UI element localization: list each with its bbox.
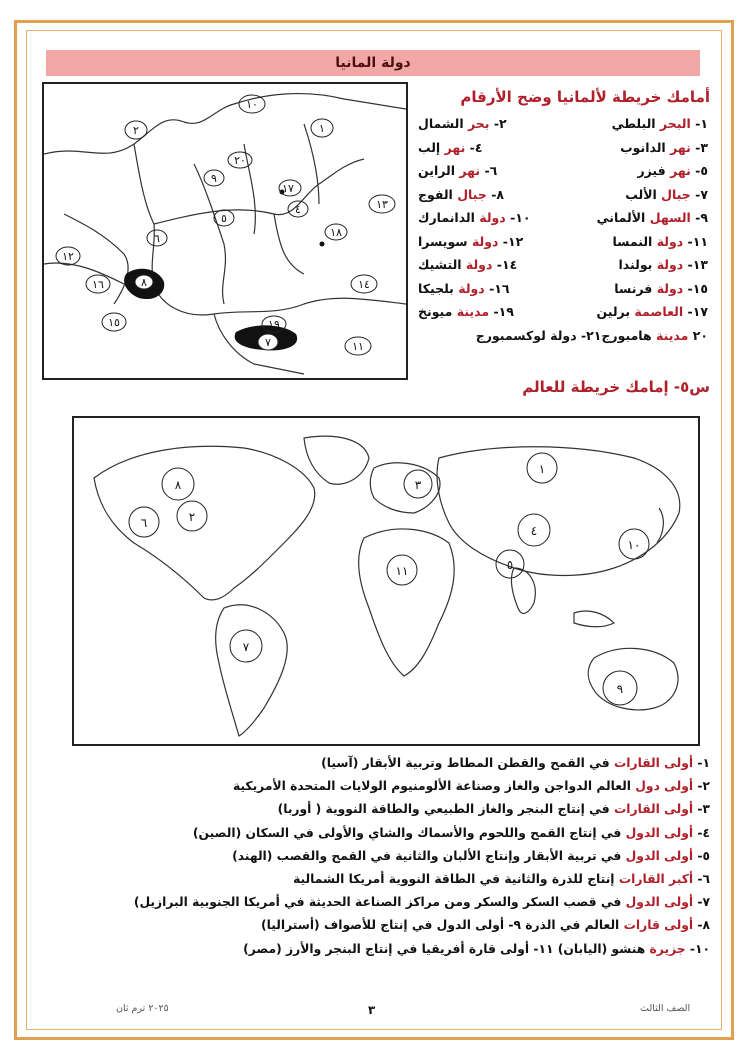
legend-item-number: ٧- xyxy=(695,186,708,202)
world-label-6 xyxy=(129,507,159,537)
question-keyword: أولى القارات xyxy=(613,802,694,817)
germany-label-6-text: ٦ xyxy=(154,232,160,245)
question-item xyxy=(70,822,710,845)
legend-item xyxy=(614,281,708,296)
legend-item xyxy=(418,116,507,131)
world-label-1 xyxy=(527,453,557,483)
question-number: ١- xyxy=(697,756,710,770)
germany-label-8-text: ٨ xyxy=(141,276,147,289)
legend-item-text: هامبورج٢١- دولة لوكسمبورج xyxy=(475,327,657,343)
legend-item xyxy=(418,281,510,296)
legend-item-keyword: البحر xyxy=(659,116,691,132)
question-item xyxy=(70,798,710,821)
question-keyword: أكبر القارات xyxy=(618,871,694,886)
legend-item-number: ٦- xyxy=(484,163,498,179)
germany-label-1-text: ١ xyxy=(319,122,325,135)
legend-item-keyword: نهر xyxy=(459,163,481,179)
question-text: في إنتاج البنجر والغاز الطبيعي والطاقة النووية ( أوربا) xyxy=(277,802,614,817)
svg-text:١٨: ١٨ xyxy=(330,226,342,239)
legend-item-number: ٨- xyxy=(491,186,505,202)
legend-item-keyword: مدينة xyxy=(656,327,689,343)
world-label-2-text: ٢ xyxy=(188,510,196,524)
legend-item xyxy=(597,210,708,225)
germany-label-17-text: ١٧ xyxy=(282,182,294,195)
legend-item-text: بولندا xyxy=(618,257,657,273)
question-number: ٦- xyxy=(697,871,710,886)
germany-label-7 xyxy=(258,334,278,350)
question-item xyxy=(70,752,710,775)
germany-map xyxy=(42,82,408,380)
legend-item-keyword: جبال xyxy=(457,186,487,202)
germany-label-18 xyxy=(325,224,347,240)
germany-label-12-text: ١٢ xyxy=(62,250,74,263)
legend-item-number: ٢٠ xyxy=(692,327,708,343)
legend-item xyxy=(418,163,497,178)
world-heading: س٥- إمامك خريطة للعالم xyxy=(522,378,710,396)
question-keyword: أولى دول xyxy=(635,779,694,794)
legend-item-text: الراين xyxy=(418,163,460,179)
world-label-1-text: ١ xyxy=(538,462,546,476)
legend-item xyxy=(418,234,523,249)
legend-row xyxy=(418,277,708,301)
world-label-8-text: ٨ xyxy=(174,478,182,492)
legend-row xyxy=(418,206,708,230)
world-map xyxy=(72,416,700,746)
world-label-4 xyxy=(518,514,550,546)
legend-item-keyword: نهر xyxy=(670,163,691,179)
question-number: ٣- xyxy=(697,802,710,817)
germany-label-11-text: ١١ xyxy=(352,340,364,353)
legend-item-keyword: دولة xyxy=(656,280,684,296)
question-text: العالم الدواجن والغاز وصناعة الألومنيوم الولايات المتحدة الأمريكية xyxy=(232,779,636,794)
germany-label-6 xyxy=(147,230,167,246)
germany-label-11 xyxy=(345,337,371,355)
legend-row xyxy=(418,136,708,160)
germany-label-9-text: ٩ xyxy=(211,172,217,185)
germany-label-13 xyxy=(369,195,395,213)
question-keyword: أولى قارات xyxy=(623,918,694,933)
footer-right: الصف الثالث xyxy=(640,1003,691,1014)
legend-item-number: ١- xyxy=(695,116,708,132)
legend-item-number: ٢- xyxy=(493,116,507,132)
legend-item xyxy=(612,234,708,249)
legend-item-keyword: دولة xyxy=(465,257,493,273)
world-label-7-text: ٧ xyxy=(242,640,250,654)
germany-label-1 xyxy=(311,119,333,137)
legend-item-keyword: مدينة xyxy=(456,304,490,320)
question-item xyxy=(70,914,710,937)
question-number: ٥- xyxy=(697,848,710,863)
question-text: في تربية الأبقار وإنتاج الألبان والثانية في القمح والقصب (الهند) xyxy=(232,848,626,863)
legend-item-number: ١٩- xyxy=(493,304,514,320)
legend-item-text: التشيك xyxy=(418,257,466,273)
legend-item xyxy=(418,140,483,155)
world-label-5 xyxy=(496,550,524,578)
germany-label-19 xyxy=(262,316,286,332)
legend-item-text: فرنسا xyxy=(614,280,657,296)
legend-item-number: ٣- xyxy=(695,139,708,155)
world-label-3-text: ٣ xyxy=(414,478,422,492)
legend-item-text: ميونخ xyxy=(418,304,457,320)
question-text: في قصب السكر والسكر ومن مراكز الصناعة الحديثة في أمريكا الجنوبية البرازيل) xyxy=(133,895,626,910)
legend-item-keyword: دولة xyxy=(656,257,684,273)
legend-item-text: النمسا xyxy=(612,233,657,249)
question-keyword: أولى الدول xyxy=(625,825,694,840)
world-label-9 xyxy=(603,671,637,705)
germany-label-5-text: ٥ xyxy=(221,212,227,225)
germany-label-12 xyxy=(56,247,80,265)
legend-item xyxy=(625,187,708,202)
question-item xyxy=(70,868,710,891)
question-item xyxy=(70,845,710,868)
legend-item-text: فيزر xyxy=(637,163,671,179)
legend-row xyxy=(418,324,708,348)
page-title: دولة المانيا xyxy=(46,50,700,76)
question-list xyxy=(70,752,710,961)
world-label-4-text: ٤ xyxy=(530,524,538,538)
world-label-8 xyxy=(162,468,194,500)
legend-item-text: سويسرا xyxy=(418,233,472,249)
legend-item-number: ٥- xyxy=(695,163,708,179)
germany-label-14 xyxy=(351,275,377,293)
legend-item-text: الألب xyxy=(625,186,662,202)
germany-label-19-text: ١٩ xyxy=(268,318,280,331)
germany-label-16 xyxy=(86,275,110,293)
legend-item-number: ١٢- xyxy=(502,233,524,249)
legend-item xyxy=(418,257,517,272)
germany-label-14-text: ١٤ xyxy=(358,278,370,291)
question-item xyxy=(70,891,710,914)
legend-item xyxy=(476,328,708,343)
world-label-2 xyxy=(177,501,207,531)
germany-label-17 xyxy=(279,180,301,196)
world-label-7 xyxy=(230,630,262,662)
legend-item-text: إلب xyxy=(418,139,445,155)
legend-item-keyword: بحر xyxy=(467,116,490,132)
germany-label-10 xyxy=(239,95,265,113)
footer-page-number: ٣ xyxy=(368,1003,376,1017)
legend-item xyxy=(637,163,708,178)
legend-item-keyword: نهر xyxy=(444,139,466,155)
question-keyword: أولى الدول xyxy=(625,848,694,863)
legend-item-text: البلطي xyxy=(611,116,660,132)
germany-label-16-text: ١٦ xyxy=(92,278,104,291)
footer-left: ٢٠٢٥ ترم ثان xyxy=(116,1003,169,1014)
legend-item-keyword: دولة xyxy=(471,233,499,249)
question-text: العالم في الذرة ٩- أولى الدول في إنتاج للأصواف (أستراليا) xyxy=(260,918,624,933)
legend-item-text: بلجيكا xyxy=(418,280,459,296)
legend-item-number: ١٥- xyxy=(687,280,708,296)
world-label-11 xyxy=(387,555,417,585)
question-number: ٨- xyxy=(697,918,710,933)
question-item xyxy=(70,775,710,798)
legend-item xyxy=(612,116,708,131)
legend-item-number: ١٣- xyxy=(687,257,708,273)
legend-row xyxy=(418,112,708,136)
legend-item xyxy=(418,304,514,319)
legend-item-text: الفوج xyxy=(418,186,458,202)
legend-row xyxy=(418,253,708,277)
legend-item-keyword: السهل xyxy=(649,210,691,226)
question-number: ١٠- xyxy=(689,941,710,956)
legend-item-keyword: العاصمة xyxy=(634,304,684,320)
question-number: ٢- xyxy=(697,779,710,794)
legend-item xyxy=(620,140,708,155)
legend-item-number: ١٤- xyxy=(496,257,518,273)
world-label-6-text: ٦ xyxy=(140,516,148,530)
legend-item-keyword: دولة xyxy=(656,233,684,249)
world-label-11-text: ١١ xyxy=(395,564,409,578)
germany-label-4-text: ٤ xyxy=(295,203,301,216)
question-keyword: جزيرة xyxy=(649,941,686,956)
legend-item-number: ١٦- xyxy=(489,280,510,296)
germany-label-7-text: ٧ xyxy=(265,336,271,349)
legend-row xyxy=(418,159,708,183)
question-keyword: أولى الدول xyxy=(625,895,694,910)
legend-item xyxy=(597,304,708,319)
world-label-3 xyxy=(404,470,432,498)
question-text: في القمح والقطن المطاط وتربية الأبقار (آسيا) xyxy=(321,756,614,770)
germany-label-5 xyxy=(214,210,234,226)
legend-item-text: الدانمارك xyxy=(418,210,480,226)
question-number: ٧- xyxy=(697,895,710,910)
legend-item xyxy=(619,257,708,272)
question-text: هنشو (اليابان) ١١- أولى قارة أفريقيا في إنتاج البنجر والأرز (مصر) xyxy=(243,941,650,956)
germany-label-20-text: ٢٠ xyxy=(234,154,246,167)
germany-label-9 xyxy=(204,170,224,186)
germany-label-4 xyxy=(288,201,308,217)
legend-item-number: ١١- xyxy=(687,233,708,249)
question-number: ٤- xyxy=(697,825,710,840)
question-text: في إنتاج القمح واللحوم والأسماك والشاي والأولى في السكان (الصين) xyxy=(192,825,626,840)
world-label-10-text: ١٠ xyxy=(627,538,641,552)
germany-label-2 xyxy=(125,121,147,139)
germany-label-8 xyxy=(135,275,153,289)
legend-item-text: الألماني xyxy=(596,210,650,226)
germany-label-15 xyxy=(102,313,126,331)
legend-row xyxy=(418,300,708,324)
legend-item-keyword: دولة xyxy=(458,280,485,296)
germany-label-10-text: ١٠ xyxy=(246,98,258,111)
germany-heading: أمامك خريطة لألمانيا وضح الأرقام xyxy=(460,88,710,106)
legend-row xyxy=(418,183,708,207)
legend-item-text: الشمال xyxy=(418,116,468,132)
legend-item-number: ٩- xyxy=(695,210,708,226)
legend-item-keyword: نهر xyxy=(670,139,691,155)
legend-item-number: ١٧- xyxy=(687,304,708,320)
legend-item xyxy=(418,187,504,202)
question-item xyxy=(70,938,710,961)
legend-item-text: الدانوب xyxy=(620,139,671,155)
world-label-10 xyxy=(619,529,649,559)
germany-label-15-text: ١٥ xyxy=(108,316,120,329)
legend-item-keyword: جبال xyxy=(661,186,691,202)
germany-label-20 xyxy=(228,152,252,168)
legend-item-keyword: دولة xyxy=(479,210,506,226)
legend-row xyxy=(418,230,708,254)
world-label-9-text: ٩ xyxy=(616,682,624,696)
legend-item xyxy=(418,210,531,225)
germany-label-13-text: ١٣ xyxy=(376,198,388,211)
legend-item-number: ١٠- xyxy=(510,210,531,226)
legend-item-number: ٤- xyxy=(469,139,483,155)
question-keyword: أولى القارات xyxy=(613,756,694,770)
legend-item-text: برلين xyxy=(596,304,635,320)
question-text: إنتاج للذرة والثانية في الطاقة النووية أمريكا الشمالية xyxy=(293,871,619,886)
world-label-5-text: ٥ xyxy=(506,558,514,572)
germany-legend xyxy=(418,112,708,347)
germany-label-2-text: ٢ xyxy=(133,124,139,137)
